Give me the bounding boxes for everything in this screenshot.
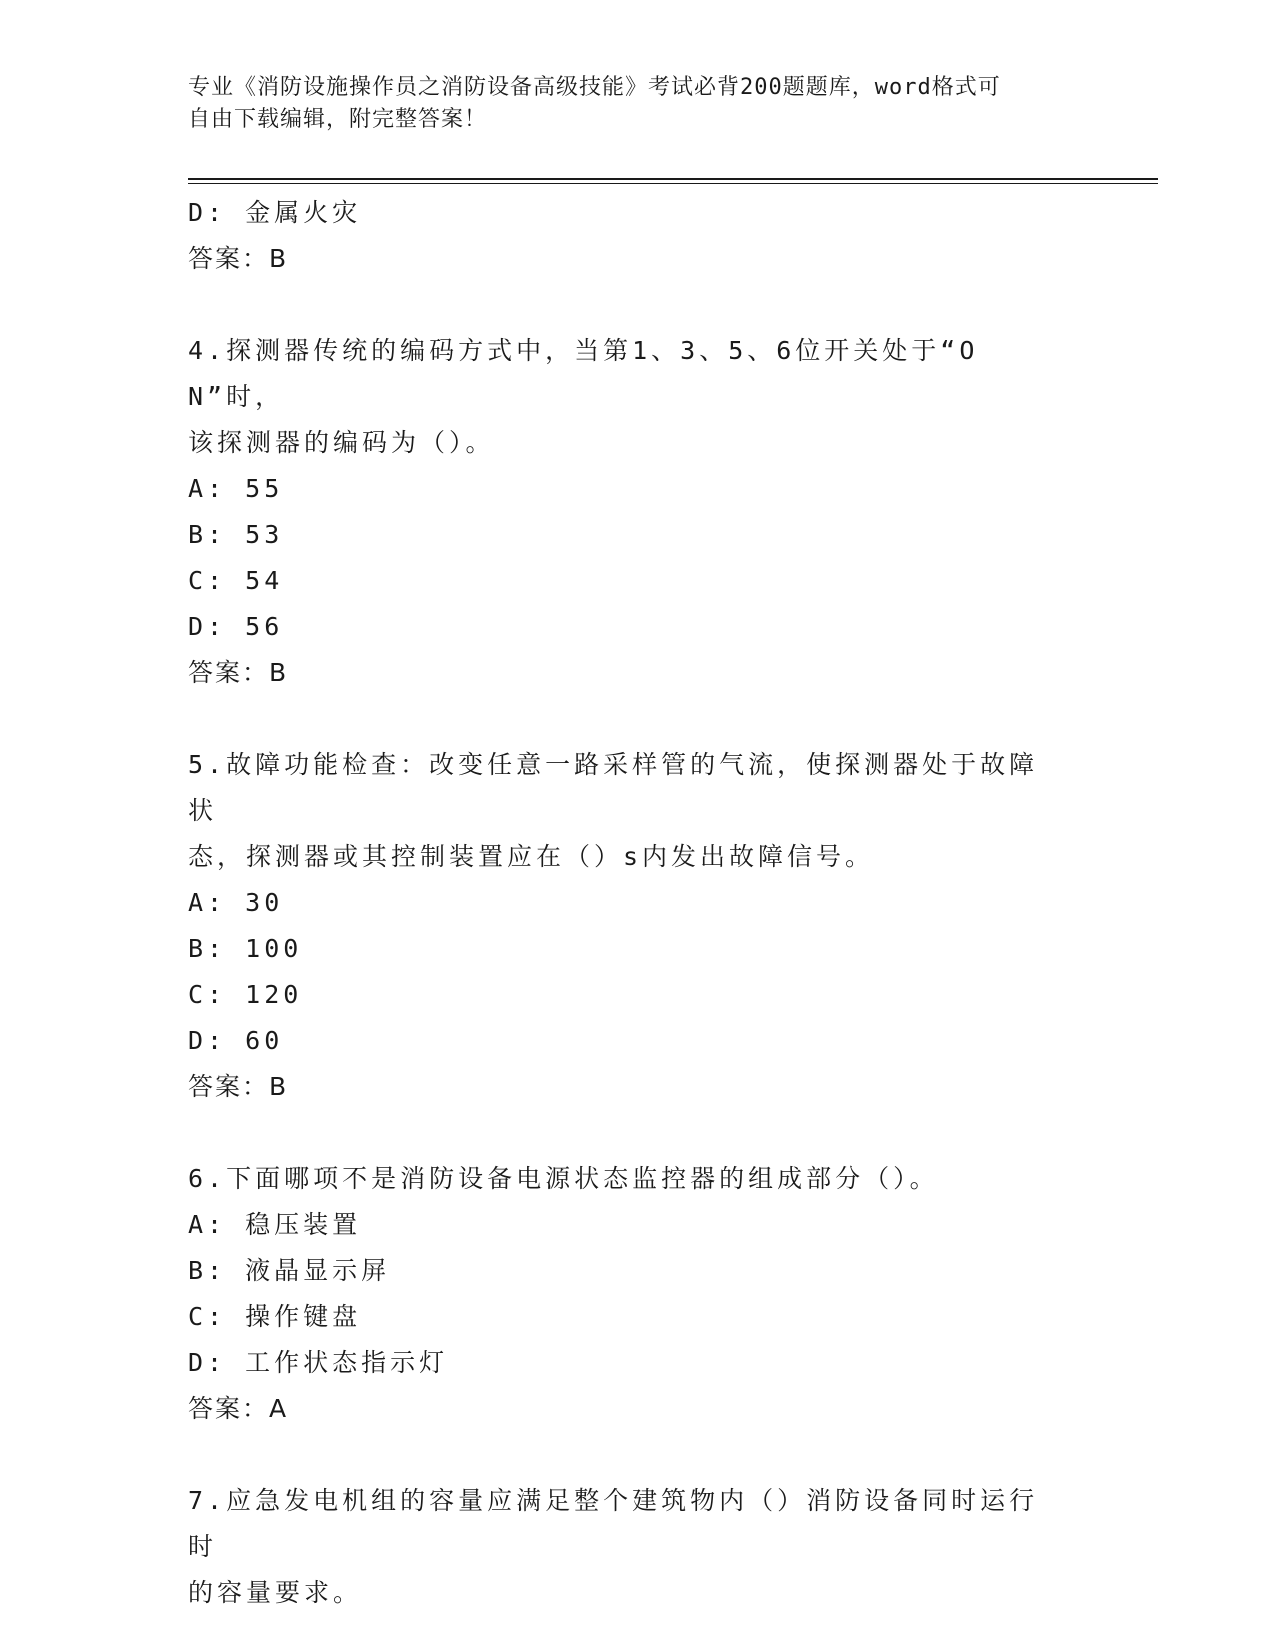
question-text bbox=[188, 328, 1048, 466]
option-c: C: 操作键盘 bbox=[188, 1302, 362, 1331]
document-header bbox=[188, 72, 1068, 136]
option-d: D: 工作状态指示灯 bbox=[188, 1348, 449, 1377]
question-text-line-1: 4.探测器传统的编码方式中，当第1、3、5、6位开关处于“ON”时， bbox=[188, 336, 979, 411]
option-d: D: 56 bbox=[188, 612, 284, 641]
option-b: B: 100 bbox=[188, 934, 303, 963]
option-c: C: 120 bbox=[188, 980, 303, 1009]
header-title-line-1: 专业《消防设施操作员之消防设备高级技能》考试必背200题题库，word格式可 bbox=[188, 75, 1001, 100]
question-text-line-2: 的容量要求。 bbox=[188, 1578, 363, 1607]
option-a: A: 55 bbox=[188, 474, 284, 503]
question-6 bbox=[188, 1156, 1048, 1432]
question-5 bbox=[188, 742, 1048, 1110]
option-a: A: 30 bbox=[188, 888, 284, 917]
question-text bbox=[188, 1478, 1048, 1616]
question-text-line-1: 6.下面哪项不是消防设备电源状态监控器的组成部分（）。 bbox=[188, 1164, 939, 1193]
question-7 bbox=[188, 1478, 1048, 1616]
option-b: B: 液晶显示屏 bbox=[188, 1256, 391, 1285]
answer-line: 答案：B bbox=[188, 244, 289, 273]
question-fragment bbox=[188, 190, 1048, 282]
header-title-line-2: 自由下载编辑，附完整答案！ bbox=[188, 107, 488, 132]
answer-line: 答案：A bbox=[188, 1394, 289, 1423]
document-body bbox=[188, 190, 1048, 1616]
option-a: A: 稳压装置 bbox=[188, 1210, 362, 1239]
question-text-line-1: 5.故障功能检查：改变任意一路采样管的气流，使探测器处于故障状 bbox=[188, 750, 1039, 825]
option-b: B: 53 bbox=[188, 520, 284, 549]
question-text-line-1: 7.应急发电机组的容量应满足整个建筑物内（）消防设备同时运行时 bbox=[188, 1486, 1039, 1561]
answer-line: 答案：B bbox=[188, 1072, 289, 1101]
option-c: C: 54 bbox=[188, 566, 284, 595]
question-4 bbox=[188, 328, 1048, 696]
question-text bbox=[188, 1156, 1048, 1202]
answer-line: 答案：B bbox=[188, 658, 289, 687]
question-text bbox=[188, 742, 1048, 880]
option-d: D: 金属火灾 bbox=[188, 198, 362, 227]
header-divider bbox=[188, 178, 1158, 184]
option-d: D: 60 bbox=[188, 1026, 284, 1055]
question-text-line-2: 该探测器的编码为（）。 bbox=[188, 428, 495, 457]
question-text-line-2: 态，探测器或其控制装置应在（）s内发出故障信号。 bbox=[188, 842, 875, 871]
